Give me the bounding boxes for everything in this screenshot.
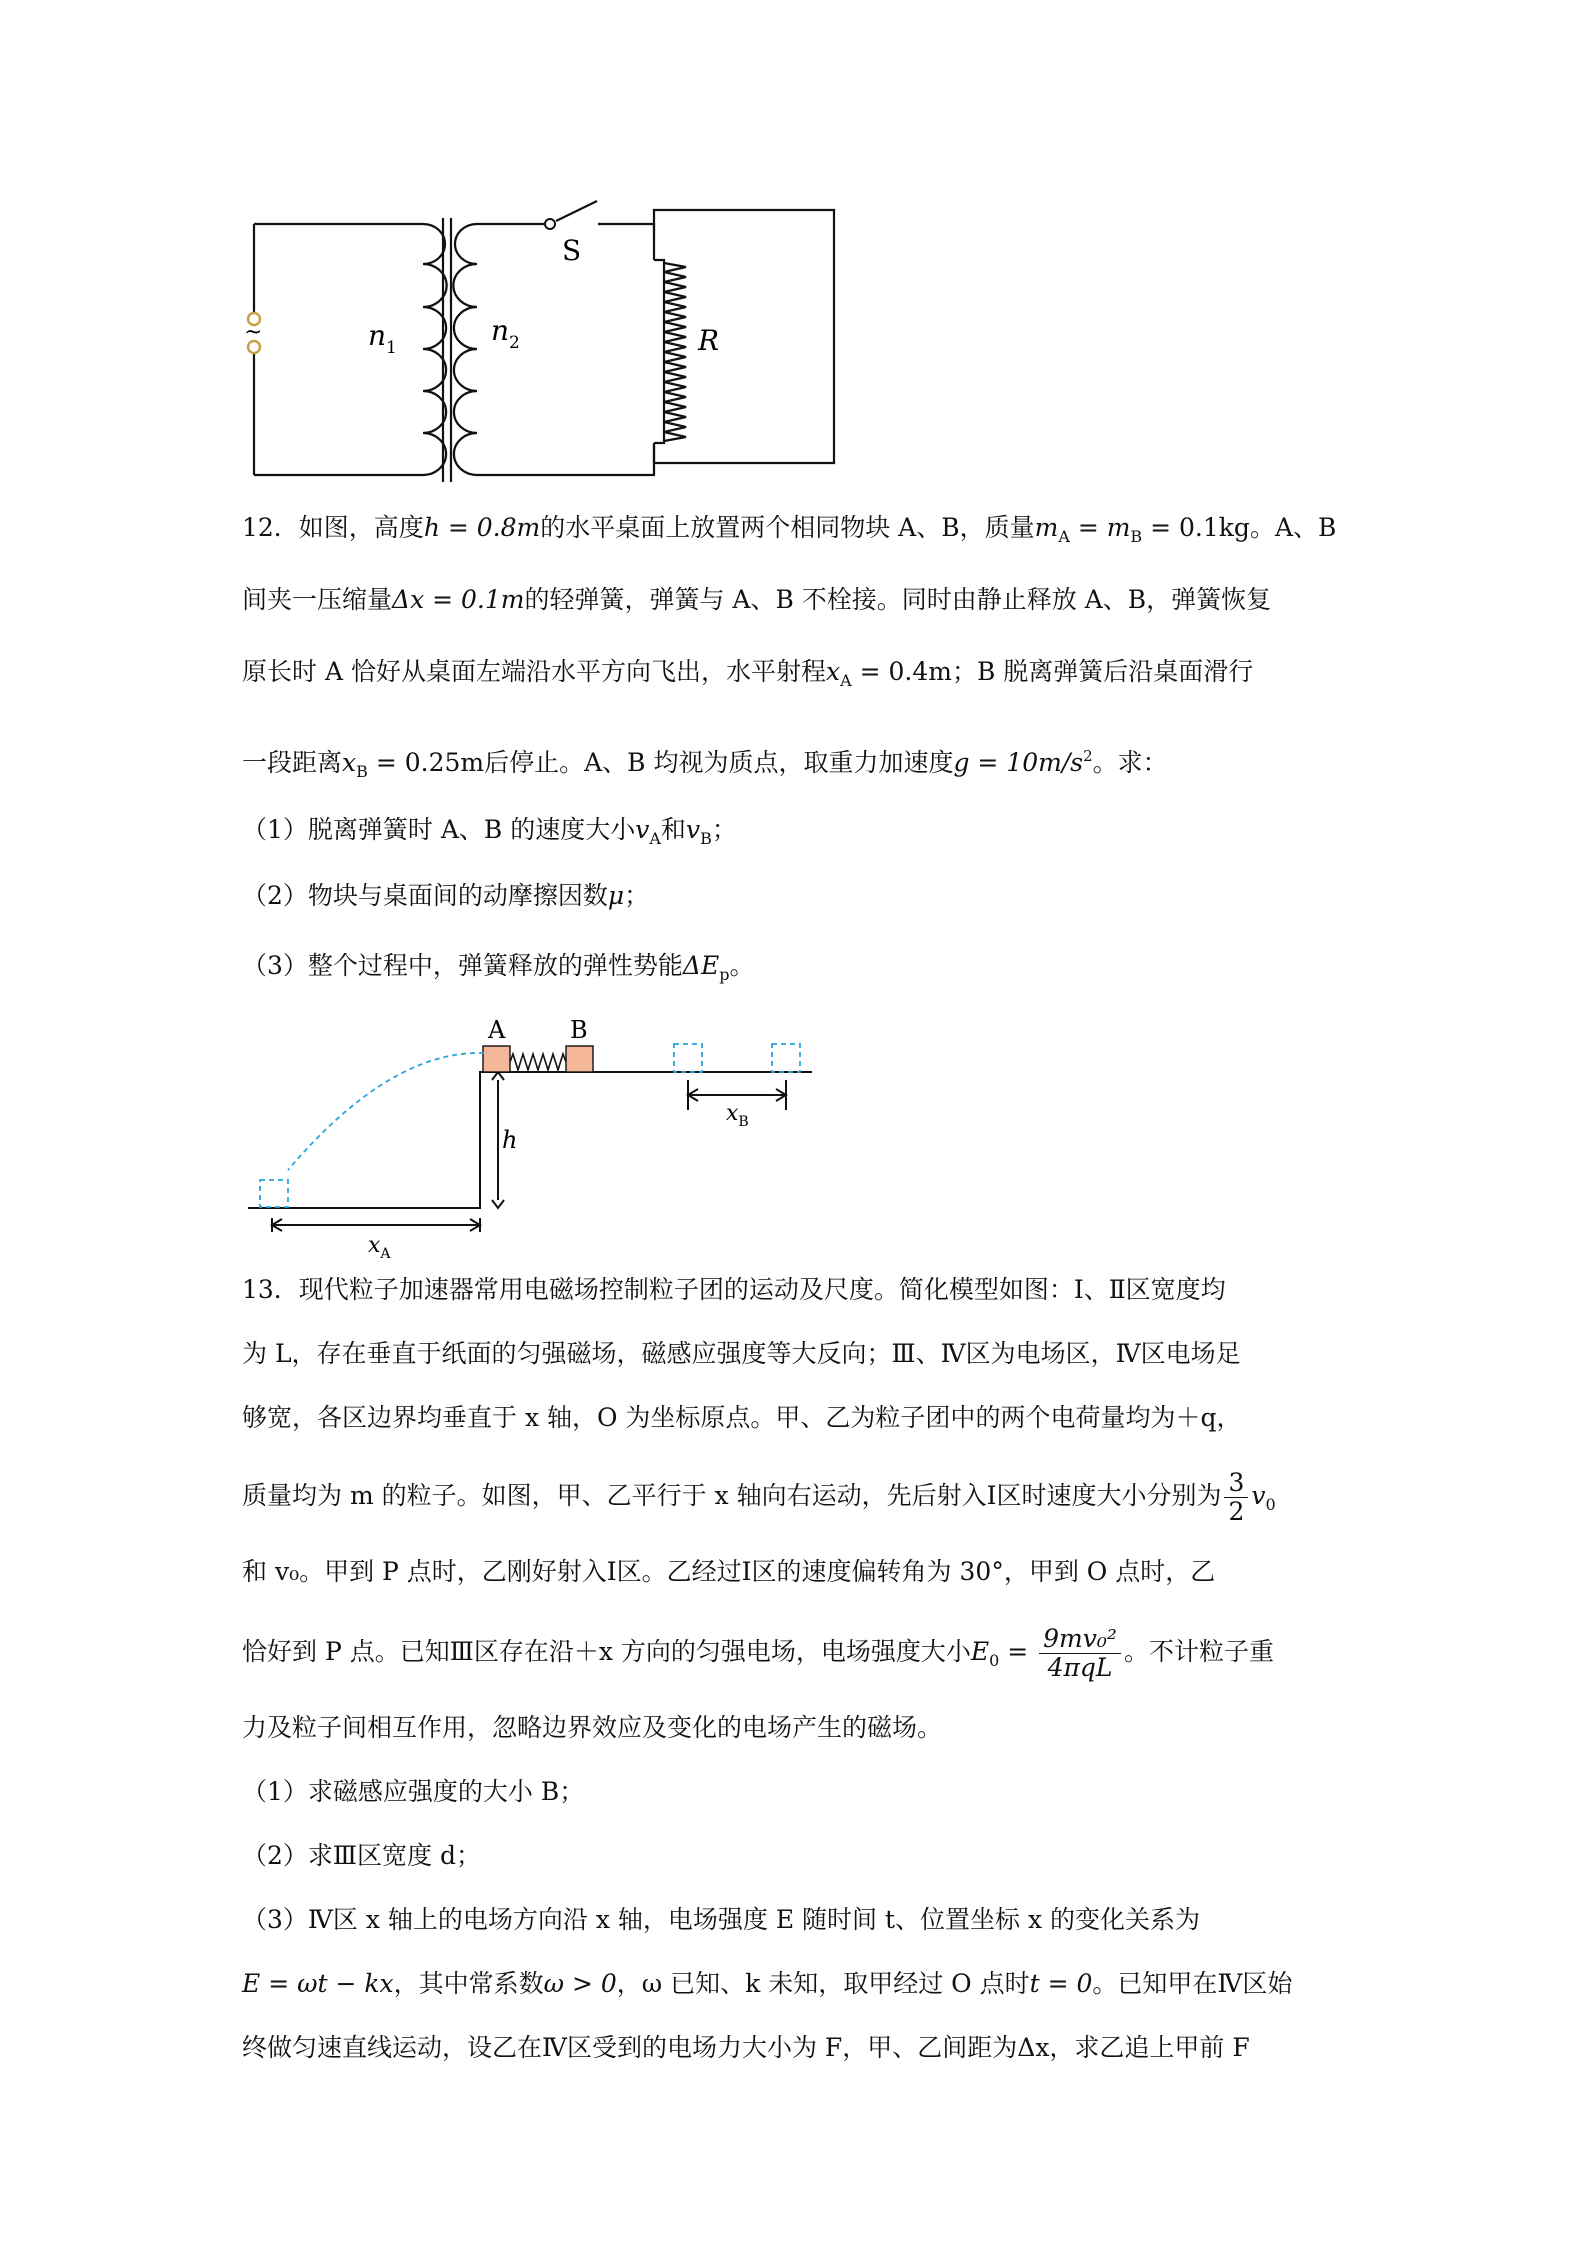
switch-blade bbox=[556, 201, 597, 221]
label-a: A bbox=[488, 1016, 506, 1044]
ghost-b-start bbox=[674, 1044, 702, 1072]
q12-line-2: 间夹一压缩量Δx = 0.1m的轻弹簧，弹簧与 A、B 不栓接。同时由静止释放 A、B，弹簧恢复 bbox=[242, 585, 1272, 614]
q13-part-2: （2）求Ⅲ区宽度 d； bbox=[242, 1841, 481, 1870]
q12-part-1: （1）脱离弹簧时 A、B 的速度大小$v_A$和$v_B$； bbox=[242, 815, 737, 848]
resistor-label: R bbox=[698, 324, 720, 357]
q13-line-4: 质量均为 m 的粒子。如图，甲、乙平行于 x 轴向右运动，先后射入Ⅰ区时速度大小分别为 $\frac{3}{2}$ $v_0$ bbox=[242, 1468, 1276, 1526]
switch-label: S bbox=[562, 234, 582, 267]
transformer-circuit-diagram bbox=[240, 185, 840, 485]
fraction-three-halves: $\frac{3}{2}$ bbox=[1224, 1469, 1248, 1526]
resistor-lead bbox=[654, 260, 664, 443]
h-arrow-top bbox=[492, 1072, 504, 1080]
dashed-ghosts bbox=[260, 1044, 800, 1207]
block-spring-diagram bbox=[240, 1010, 840, 1265]
resistor-zigzag bbox=[664, 263, 686, 441]
label-b: B bbox=[570, 1016, 588, 1044]
q12-part-2: （2）物块与桌面间的动摩擦因数μ； bbox=[242, 881, 650, 910]
trajectory-curve bbox=[288, 1053, 484, 1170]
label-xb: $x_B$ bbox=[726, 1101, 749, 1130]
q13-part-3: （3）Ⅳ区 x 轴上的电场方向沿 x 轴，电场强度 E 随时间 t、位置坐标 x 的变化关系为 bbox=[242, 1905, 1200, 1934]
secondary-wire-bottom bbox=[477, 445, 654, 475]
q13-line-8: E = ωt − kx，其中常系数ω > 0，ω 已知、k 未知，取甲经过 O 点时t = 0。已知甲在Ⅳ区始 bbox=[242, 1969, 1293, 1998]
q12-line-3: 原长时 A 恰好从桌面左端沿水平方向飞出，水平射程$x_A = 0.4m$；B 脱离弹簧后沿桌面滑行 bbox=[242, 657, 1254, 690]
table-and-floor bbox=[248, 1072, 812, 1208]
ghost-a-landing bbox=[260, 1180, 288, 1207]
ghost-b-stop bbox=[772, 1044, 800, 1072]
q13-line-1: 13．现代粒子加速器常用电磁场控制粒子团的运动及尺度。简化模型如图：Ⅰ、Ⅱ区宽度均 bbox=[242, 1275, 1226, 1304]
spring bbox=[510, 1054, 566, 1070]
q13-line-2: 为 L，存在垂直于纸面的匀强磁场，磁感应强度等大反向；Ⅲ、Ⅳ区为电场区，Ⅳ区电场足 bbox=[242, 1339, 1241, 1368]
q13-part-1: （1）求磁感应强度的大小 B； bbox=[242, 1777, 585, 1806]
fraction-e0: $\frac{\text{9mv₀²}}{\text{4πqL}}$ bbox=[1039, 1625, 1121, 1682]
q13-line-3: 够宽，各区边界均垂直于 x 轴，O 为坐标原点。甲、乙为粒子团中的两个电荷量均为＋q， bbox=[242, 1403, 1242, 1432]
block-b bbox=[566, 1046, 593, 1072]
n2-label: $n_2$ bbox=[491, 314, 520, 353]
ac-symbol: ~ bbox=[244, 320, 263, 345]
switch-contact bbox=[545, 219, 555, 229]
q12-part-3: （3）整个过程中，弹簧释放的弹性势能$\Delta E_p$。 bbox=[242, 951, 755, 984]
q12-line-1: 12．如图，高度h = 0.8m的水平桌面上放置两个相同物块 A、B，质量$m_A = m_B = 0.1kg$。A、B bbox=[242, 513, 1337, 546]
secondary-coil bbox=[453, 224, 477, 475]
label-xa: $x_A$ bbox=[368, 1233, 391, 1262]
q13-line-6: 恰好到 P 点。已知Ⅲ区存在沿＋x 方向的匀强电场，电场强度大小$E_0$ = $\frac{\text{9mv₀²}}{\text{4πqL}}$ 。不计粒子重 bbox=[242, 1624, 1274, 1682]
block-a bbox=[483, 1046, 510, 1072]
q12-line-4: 一段距离$x_B = 0.25m$后停止。A、B 均视为质点，取重力加速度$g = 10m/s^2$。求： bbox=[242, 747, 1168, 781]
n1-label: $n_1$ bbox=[368, 319, 397, 358]
h-arrow-bottom bbox=[492, 1200, 504, 1208]
secondary-wire-top-right bbox=[598, 224, 654, 260]
q13-line-9: 终做匀速直线运动，设乙在Ⅳ区受到的电场力大小为 F，甲、乙间距为Δx，求乙追上甲前 F bbox=[242, 2033, 1250, 2062]
label-h: h bbox=[502, 1126, 518, 1154]
q13-line-5: 和 v₀。甲到 P 点时，乙刚好射入Ⅰ区。乙经过Ⅰ区的速度偏转角为 30°，甲到 O 点时，乙 bbox=[242, 1557, 1216, 1586]
q13-line-7: 力及粒子间相互作用，忽略边界效应及变化的电场产生的磁场。 bbox=[242, 1713, 943, 1742]
